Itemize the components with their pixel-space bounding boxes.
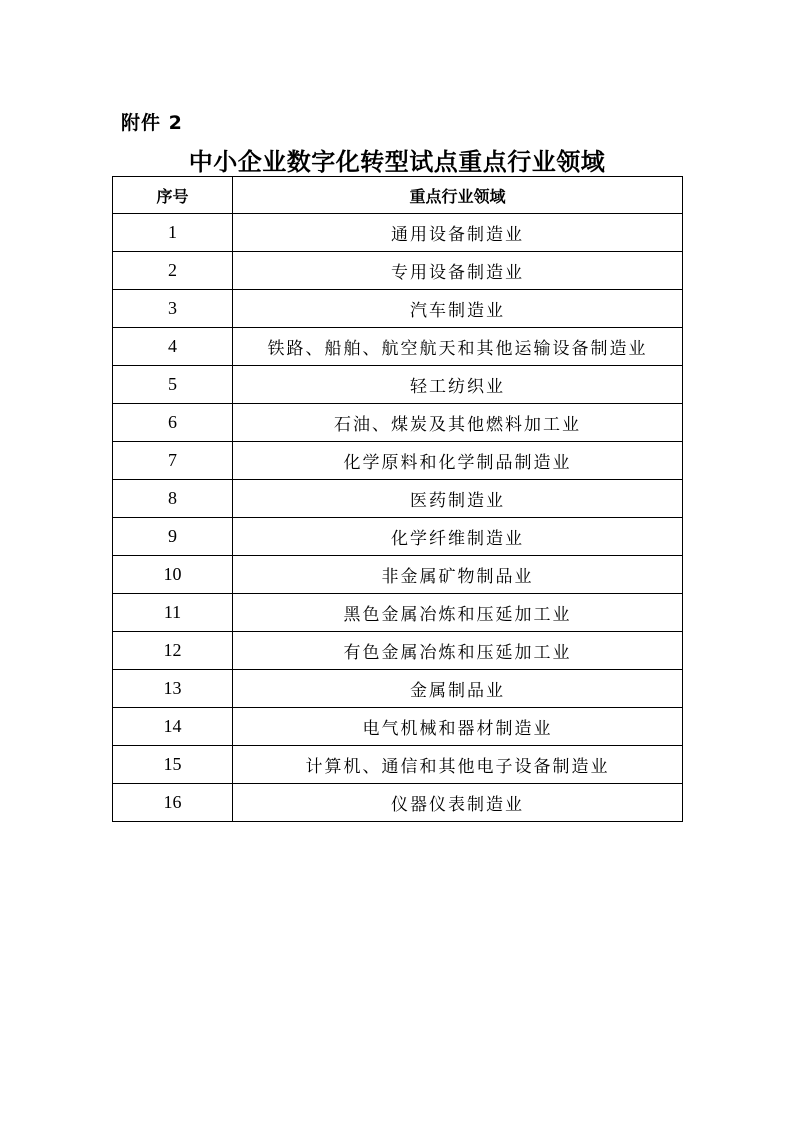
row-number: 4 [113, 328, 233, 366]
industry-name: 黑色金属冶炼和压延加工业 [233, 594, 683, 632]
table-row [113, 708, 683, 746]
table-row [113, 518, 683, 556]
table-row [113, 328, 683, 366]
column-header-key-industry: 重点行业领域 [233, 177, 683, 214]
table-row [113, 366, 683, 404]
industry-name: 轻工纺织业 [233, 366, 683, 404]
row-number: 9 [113, 518, 233, 556]
industry-name: 计算机、通信和其他电子设备制造业 [233, 746, 683, 784]
industry-name: 非金属矿物制品业 [233, 556, 683, 594]
industry-name: 金属制品业 [233, 670, 683, 708]
row-number: 3 [113, 290, 233, 328]
industry-name: 通用设备制造业 [233, 214, 683, 252]
row-number: 1 [113, 214, 233, 252]
row-number: 16 [113, 784, 233, 822]
row-number: 15 [113, 746, 233, 784]
table-row [113, 252, 683, 290]
page-title: 中小企业数字化转型试点重点行业领域 [188, 147, 606, 176]
table-header-row [113, 177, 683, 214]
table-row [113, 594, 683, 632]
table-row [113, 556, 683, 594]
attachment-label: 附件 2 [121, 112, 183, 134]
industry-name: 医药制造业 [233, 480, 683, 518]
industry-name: 化学纤维制造业 [233, 518, 683, 556]
table-row [113, 746, 683, 784]
industry-name: 电气机械和器材制造业 [233, 708, 683, 746]
row-number: 5 [113, 366, 233, 404]
industry-name: 有色金属冶炼和压延加工业 [233, 632, 683, 670]
row-number: 13 [113, 670, 233, 708]
table-row [113, 404, 683, 442]
row-number: 6 [113, 404, 233, 442]
table-row [113, 442, 683, 480]
table-row [113, 290, 683, 328]
row-number: 7 [113, 442, 233, 480]
row-number: 14 [113, 708, 233, 746]
industry-name: 铁路、船舶、航空航天和其他运输设备制造业 [233, 328, 683, 366]
industry-table [112, 176, 683, 822]
industry-name: 石油、煤炭及其他燃料加工业 [233, 404, 683, 442]
row-number: 2 [113, 252, 233, 290]
industry-name: 专用设备制造业 [233, 252, 683, 290]
column-header-serial-number: 序号 [113, 177, 233, 214]
industry-name: 汽车制造业 [233, 290, 683, 328]
row-number: 12 [113, 632, 233, 670]
table-row [113, 214, 683, 252]
table-row [113, 670, 683, 708]
industry-name: 化学原料和化学制品制造业 [233, 442, 683, 480]
row-number: 11 [113, 594, 233, 632]
table-row [113, 784, 683, 822]
table-row [113, 480, 683, 518]
industry-name: 仪器仪表制造业 [233, 784, 683, 822]
table-row [113, 632, 683, 670]
row-number: 10 [113, 556, 233, 594]
row-number: 8 [113, 480, 233, 518]
